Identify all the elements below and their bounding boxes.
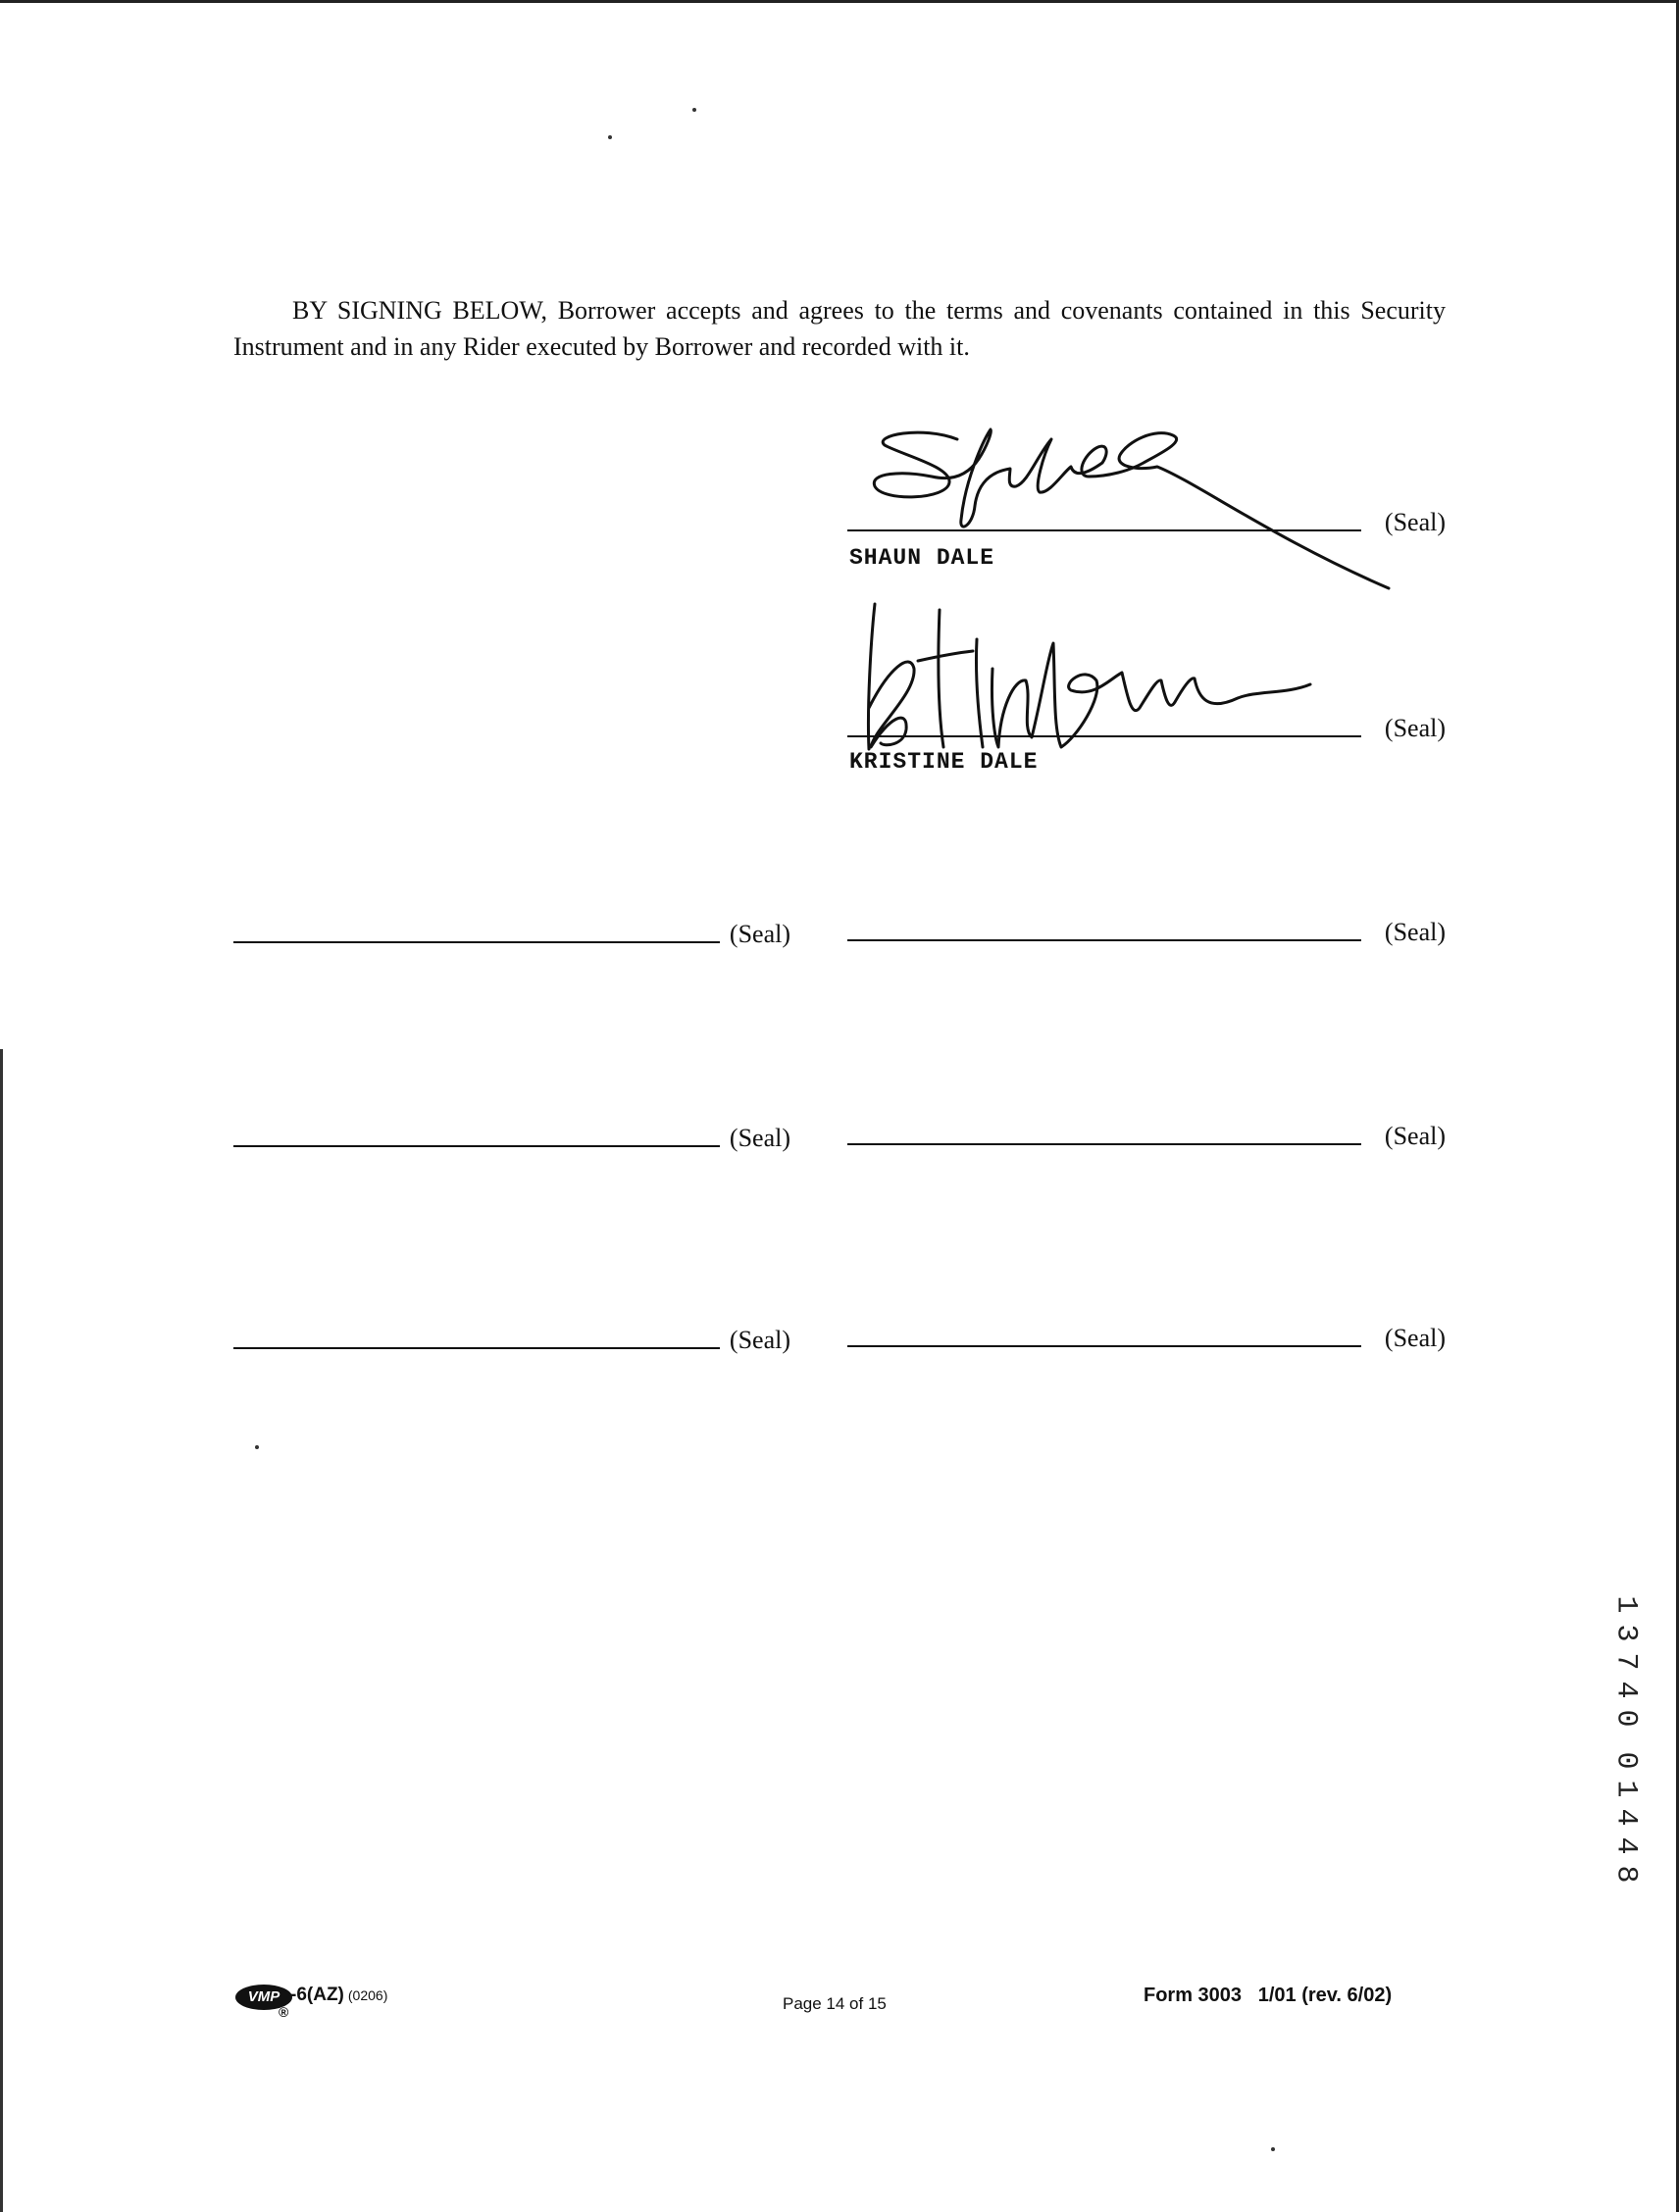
blank-signature-line[interactable] [847, 1122, 1446, 1151]
seal-label: (Seal) [1384, 1122, 1446, 1150]
seal-label: (Seal) [729, 1326, 790, 1354]
seal-label: (Seal) [729, 1124, 790, 1152]
scan-speck [608, 135, 612, 139]
signer-name-shaun-dale: SHAUN DALE [849, 545, 995, 571]
form-code: -6(AZ) (0206) [290, 1985, 388, 2005]
page-top-edge [0, 0, 1679, 3]
seal-label: (Seal) [729, 920, 790, 948]
blank-signature-line[interactable] [847, 918, 1446, 947]
seal-label: (Seal) [1384, 508, 1446, 536]
scan-speck [692, 108, 696, 112]
seal-label: (Seal) [1384, 1324, 1446, 1352]
page-number: Page 14 of 15 [783, 1994, 887, 2013]
blank-signature-line[interactable] [233, 1124, 790, 1153]
blank-signature-line[interactable] [233, 1326, 790, 1355]
shaun-dale-signature-line[interactable] [847, 508, 1446, 537]
vmp-logo: VMP [235, 1985, 292, 2010]
recording-number: 1 3 7 4 0 0 1 4 4 8 [1608, 1595, 1643, 1884]
seal-label: (Seal) [1384, 714, 1446, 742]
scan-speck [255, 1445, 259, 1449]
registered-mark: ® [279, 2004, 289, 2020]
borrower-acceptance-paragraph: BY SIGNING BELOW, Borrower accepts and agrees to the terms and covenants contained in this Security Instrument and in any Rider executed by Borrower and recorded with it. [233, 296, 1446, 361]
blank-signature-line[interactable] [847, 1324, 1446, 1353]
form-number: Form 3003 1/01 (rev. 6/02) [1144, 1985, 1393, 2006]
scan-speck [1271, 2147, 1275, 2151]
signer-name-kristine-dale: KRISTINE DALE [849, 749, 1039, 775]
blank-signature-line[interactable] [233, 920, 790, 949]
page-left-edge [0, 1049, 3, 2212]
kristine-dale-signature-line[interactable] [847, 714, 1446, 743]
seal-label: (Seal) [1384, 918, 1446, 946]
